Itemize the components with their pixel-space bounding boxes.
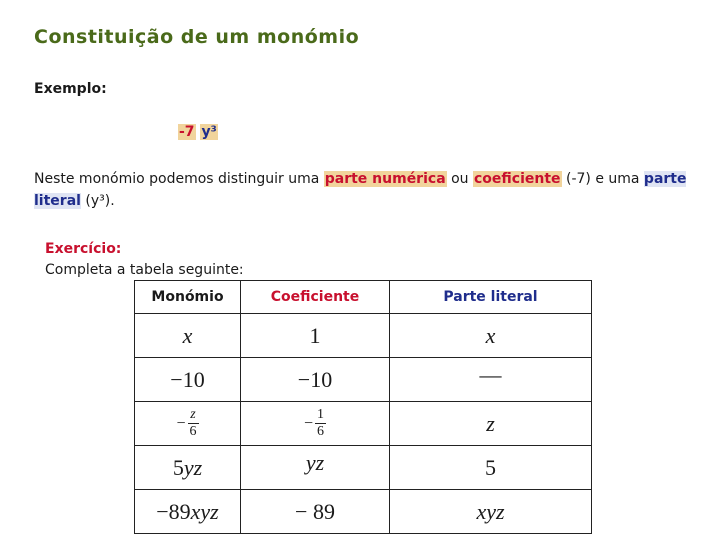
cell-monomial: −10	[135, 358, 241, 402]
exercise-title: Exercício:	[45, 241, 122, 257]
cell-literal: 5	[390, 446, 592, 490]
monomial-letters: yz	[183, 454, 203, 480]
explanation-paragraph	[34, 168, 709, 212]
cell-coefficient	[241, 402, 390, 446]
table-row	[135, 358, 592, 402]
paragraph-text: (-7) e uma	[561, 171, 644, 187]
cell-coefficient: 1	[241, 314, 390, 358]
fraction-numerator: z	[188, 407, 199, 424]
fraction-denominator: 6	[317, 424, 325, 439]
example-monomial	[178, 124, 218, 140]
table-row	[135, 490, 592, 534]
cell-monomial	[135, 446, 241, 490]
minus-sign: −	[303, 414, 314, 432]
fraction	[188, 407, 199, 440]
cell-literal: x	[390, 314, 592, 358]
cell-monomial	[135, 490, 241, 534]
monomial-letters: xyz	[190, 498, 219, 524]
table-row	[135, 314, 592, 358]
paragraph-text: (y³).	[80, 193, 115, 209]
cell-literal: xyz	[390, 490, 592, 534]
page-title: Constituição de um monómio	[34, 26, 360, 48]
cell-coefficient: −10	[241, 358, 390, 402]
exercise-block	[45, 239, 244, 281]
monomial-number: 5	[172, 454, 184, 480]
monomial-table	[134, 280, 592, 534]
cell-coefficient: yz	[241, 446, 390, 490]
cell-monomial: x	[135, 314, 241, 358]
example-label: Exemplo:	[34, 81, 107, 97]
table-row	[135, 402, 592, 446]
monomial-literal: y³	[201, 124, 217, 140]
cell-coefficient: − 89	[241, 490, 390, 534]
header-parte-literal: Parte literal	[390, 281, 592, 314]
exercise-instruction: Completa a tabela seguinte:	[45, 262, 244, 278]
monomial-number: −89	[156, 498, 191, 524]
paragraph-text: Neste monómio podemos distinguir uma	[34, 171, 324, 187]
fraction-denominator: 6	[189, 424, 197, 439]
keyword-numeric-part: parte numérica	[324, 171, 446, 187]
header-coeficiente: Coeficiente	[241, 281, 390, 314]
table-header-row	[135, 281, 592, 314]
minus-sign: −	[176, 414, 186, 432]
cell-literal: —	[390, 358, 592, 402]
monomial-coefficient: -7	[179, 124, 195, 140]
cell-literal: z	[390, 402, 592, 446]
table-row	[135, 446, 592, 490]
cell-monomial	[135, 402, 241, 446]
header-monomio: Monómio	[135, 281, 241, 314]
keyword-coefficient: coeficiente	[473, 171, 561, 187]
fraction	[315, 407, 326, 440]
keyword-literal-part: parte literal	[34, 171, 687, 209]
fraction-numerator: 1	[317, 407, 325, 422]
paragraph-text: ou	[446, 171, 473, 187]
